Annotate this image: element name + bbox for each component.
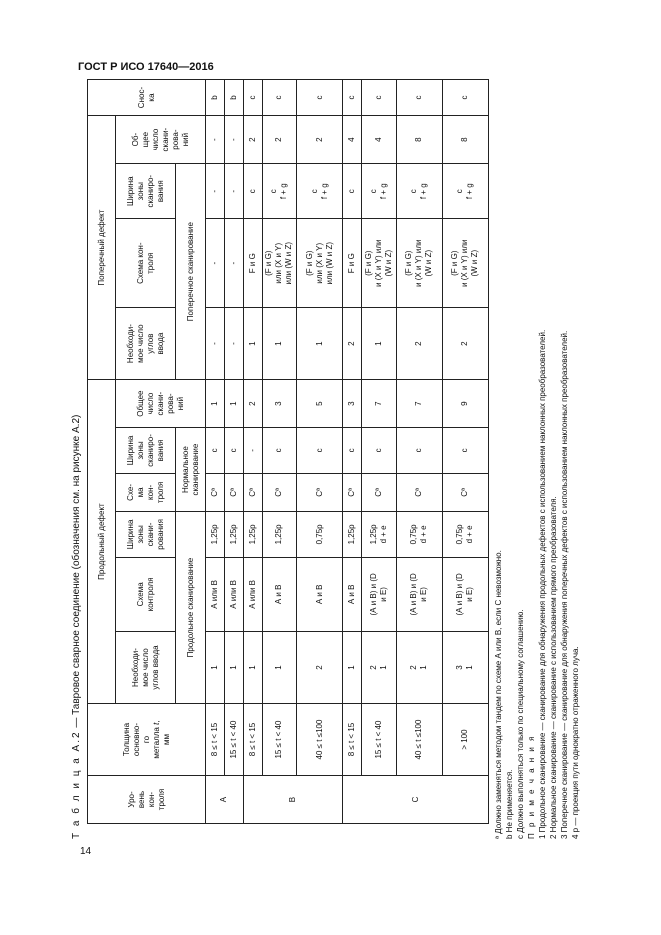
cell-total: 1 — [206, 380, 225, 428]
cell-nwidth: с — [224, 428, 243, 474]
cell-ttotal: 4 — [343, 116, 362, 164]
table-row — [442, 80, 488, 824]
cell-tangles: 2 — [343, 308, 362, 380]
col-trans-width: Ширина зоны сканиро- вания — [116, 164, 176, 219]
cell-twidth: с f + g — [262, 164, 297, 219]
trans-scan-label: Поперечное сканирование — [176, 164, 206, 380]
cell-total: 3 — [262, 380, 297, 428]
cell-angles: 1 — [224, 632, 243, 704]
cell-scheme: (А и В) и (D и Е) — [396, 557, 442, 631]
col-norm-width: Ширина зоны сканиро- вания — [116, 428, 176, 474]
cell-tandem: с — [262, 80, 297, 116]
cell-nscheme: Cª — [343, 473, 362, 511]
cell-angles: 2 1 — [396, 632, 442, 704]
col-long-group: Продольный дефект — [88, 380, 116, 704]
note-4: 4 p — проекция пути однократно отраженного луча. — [571, 646, 580, 839]
cell-scheme: А или В — [206, 557, 225, 631]
col-long-scheme: Схема контроля — [116, 557, 176, 631]
col-trans-angles: Необходи- мое число углов ввода — [116, 308, 176, 380]
cell-tangles: 1 — [243, 308, 262, 380]
table-row — [224, 80, 243, 824]
cell-tscheme: (F и G) и (X и Y) или (W и Z) — [442, 219, 488, 308]
col-norm-scheme: Схе- ма кон- троля — [116, 473, 176, 511]
table-row — [297, 80, 343, 824]
cell-scheme: А и В — [262, 557, 297, 631]
cell-angles: 2 — [297, 632, 343, 704]
cell-nwidth: с — [262, 428, 297, 474]
cell-ttotal: 8 — [396, 116, 442, 164]
cell-thickness: 8 ≤ t < 15 — [243, 704, 262, 776]
table-row — [243, 80, 262, 824]
cell-angles: 2 1 — [362, 632, 397, 704]
col-trans-group: Поперечный дефект — [88, 116, 116, 380]
cell-width: 1,25p d + e — [362, 512, 397, 558]
cell-width: 0,75p d + e — [396, 512, 442, 558]
col-tandem: Снос- ка — [88, 80, 206, 116]
cell-tscheme: (F и G) или (X и Y) или (W и Z) — [297, 219, 343, 308]
cell-twidth: - — [224, 164, 243, 219]
cell-nwidth: с — [396, 428, 442, 474]
cell-total: 3 — [343, 380, 362, 428]
cell-angles: 1 — [243, 632, 262, 704]
cell-tscheme: (F и G) или (X и Y) или (W и Z) — [262, 219, 297, 308]
footnote-b: b Не применяется. — [505, 769, 514, 839]
table-body — [206, 80, 489, 824]
table-caption — [71, 415, 82, 839]
document-header: ГОСТ Р ИСО 17640—2016 — [78, 61, 214, 73]
cell-thickness: > 100 — [442, 704, 488, 776]
cell-width: 0,75p — [297, 512, 343, 558]
cell-thickness: 8 ≤ t < 15 — [206, 704, 225, 776]
cell-tscheme: (F и G) и (X и Y) или (W и Z) — [396, 219, 442, 308]
cell-width: 1,25p — [243, 512, 262, 558]
cell-width: 1,25p — [224, 512, 243, 558]
cell-total: 7 — [362, 380, 397, 428]
cell-ttotal: - — [224, 116, 243, 164]
cell-tangles: - — [224, 308, 243, 380]
cell-tandem: с — [442, 80, 488, 116]
cell-tscheme: - — [206, 219, 225, 308]
norm-scan-label: Нормальное сканирование — [176, 428, 206, 512]
cell-scheme: (А и В) и (D и Е) — [362, 557, 397, 631]
col-trans-total: Об- щее число скани- рова- ний — [116, 116, 206, 164]
table-row — [262, 80, 297, 824]
cell-thickness: 40 ≤ t ≤100 — [396, 704, 442, 776]
cell-nscheme: Cª — [362, 473, 397, 511]
rotated-content — [65, 74, 630, 839]
cell-nscheme: Cª — [243, 473, 262, 511]
cell-nscheme: Cª — [206, 473, 225, 511]
cell-thickness: 15 ≤ t < 40 — [224, 704, 243, 776]
cell-level: A — [206, 776, 244, 824]
cell-nwidth: - — [243, 428, 262, 474]
cell-twidth: с f + g — [442, 164, 488, 219]
cell-nscheme: Cª — [442, 473, 488, 511]
cell-angles: 1 — [206, 632, 225, 704]
col-long-angles: Необходи- мое число углов ввода — [116, 632, 176, 704]
cell-scheme: (А и В) и (D и Е) — [442, 557, 488, 631]
note-1: 1 Продольное сканирование — сканирование для обнаружения продольных дефектов с использованием наклонных преобразователей. — [538, 329, 547, 839]
col-level: Уро- вень кон- троля — [88, 776, 206, 824]
cell-scheme: А и В — [343, 557, 362, 631]
cell-thickness: 8 ≤ t < 15 — [343, 704, 362, 776]
col-trans-scheme: Схема кон- троля — [116, 219, 176, 308]
cell-ttotal: 2 — [297, 116, 343, 164]
cell-tscheme: F и G — [243, 219, 262, 308]
cell-nscheme: Cª — [396, 473, 442, 511]
cell-tandem: b — [206, 80, 225, 116]
cell-nscheme: Cª — [262, 473, 297, 511]
cell-tangles: 1 — [297, 308, 343, 380]
cell-nwidth: с — [362, 428, 397, 474]
cell-tscheme: F и G — [343, 219, 362, 308]
footnote-a: ª Должно заменяться методом тандем по схеме А или В, если С невозможно. — [494, 550, 503, 839]
cell-angles: 3 1 — [442, 632, 488, 704]
cell-thickness: 40 ≤ t ≤100 — [297, 704, 343, 776]
cell-tangles: - — [206, 308, 225, 380]
cell-width: 1,25p — [343, 512, 362, 558]
col-thickness: Толщина основно- го металла t, мм — [88, 704, 206, 776]
cell-ttotal: - — [206, 116, 225, 164]
col-total: Общее число скани- рова- ний — [116, 380, 206, 428]
cell-scheme: А или В — [224, 557, 243, 631]
cell-ttotal: 8 — [442, 116, 488, 164]
cell-width: 0,75p d + e — [442, 512, 488, 558]
cell-tandem: b — [224, 80, 243, 116]
cell-ttotal: 4 — [362, 116, 397, 164]
cell-ttotal: 2 — [243, 116, 262, 164]
col-long-width: Ширина зоны скани- рования — [116, 512, 176, 558]
cell-angles: 1 — [262, 632, 297, 704]
cell-nscheme: Cª — [297, 473, 343, 511]
cell-tangles: 2 — [396, 308, 442, 380]
table-row — [206, 80, 225, 824]
cell-tangles: 2 — [442, 308, 488, 380]
cell-twidth: с f + g — [396, 164, 442, 219]
table-notes — [493, 79, 581, 839]
footnote-c: c Должно выполняться только по специальному соглашению. — [516, 609, 525, 839]
caption-label: Т а б л и ц а А.2 — [71, 730, 82, 839]
cell-ttotal: 2 — [262, 116, 297, 164]
cell-twidth: с — [243, 164, 262, 219]
cell-scheme: А и В — [297, 557, 343, 631]
cell-nscheme: Cª — [224, 473, 243, 511]
cell-nwidth: с — [442, 428, 488, 474]
cell-tandem: с — [396, 80, 442, 116]
cell-total: 1 — [224, 380, 243, 428]
cell-thickness: 15 ≤ t < 40 — [262, 704, 297, 776]
cell-tangles: 1 — [262, 308, 297, 380]
table-row — [343, 80, 362, 824]
table-row — [396, 80, 442, 824]
page-number: 14 — [80, 846, 92, 857]
cell-twidth: с f + g — [297, 164, 343, 219]
cell-total: 7 — [396, 380, 442, 428]
cell-tandem: с — [297, 80, 343, 116]
cell-tandem: с — [362, 80, 397, 116]
cell-level: B — [243, 776, 343, 824]
notes-title: П р и м е ч а н и я — [527, 734, 536, 839]
cell-tandem: с — [343, 80, 362, 116]
cell-tandem: с — [243, 80, 262, 116]
cell-nwidth: с — [343, 428, 362, 474]
cell-thickness: 15 ≤ t < 40 — [362, 704, 397, 776]
cell-scheme: А или В — [243, 557, 262, 631]
weld-table — [87, 79, 489, 824]
cell-total: 5 — [297, 380, 343, 428]
cell-twidth: - — [206, 164, 225, 219]
cell-tscheme: - — [224, 219, 243, 308]
cell-angles: 1 — [343, 632, 362, 704]
cell-level: C — [343, 776, 489, 824]
caption-text: — Тавровое сварное соединение (обозначения см. на рисунке А.2) — [71, 414, 82, 731]
table-row — [362, 80, 397, 824]
cell-nwidth: с — [206, 428, 225, 474]
cell-twidth: с — [343, 164, 362, 219]
note-3: 3 Поперечное сканирование — сканирование для обнаружения поперечных дефектов с использованием наклонных преобразователей. — [560, 330, 569, 839]
cell-tscheme: (F и G) и (X и Y) или (W и Z) — [362, 219, 397, 308]
cell-total: 9 — [442, 380, 488, 428]
cell-tangles: 1 — [362, 308, 397, 380]
cell-width: 1,25p — [206, 512, 225, 558]
long-scan-label: Продольное сканирование — [176, 512, 206, 704]
cell-total: 2 — [243, 380, 262, 428]
note-2: 2 Нормальное сканирование — сканирование с использованием прямого преобразователя. — [549, 496, 558, 839]
cell-width: 1,25p — [262, 512, 297, 558]
cell-nwidth: с — [297, 428, 343, 474]
cell-twidth: с f + g — [362, 164, 397, 219]
